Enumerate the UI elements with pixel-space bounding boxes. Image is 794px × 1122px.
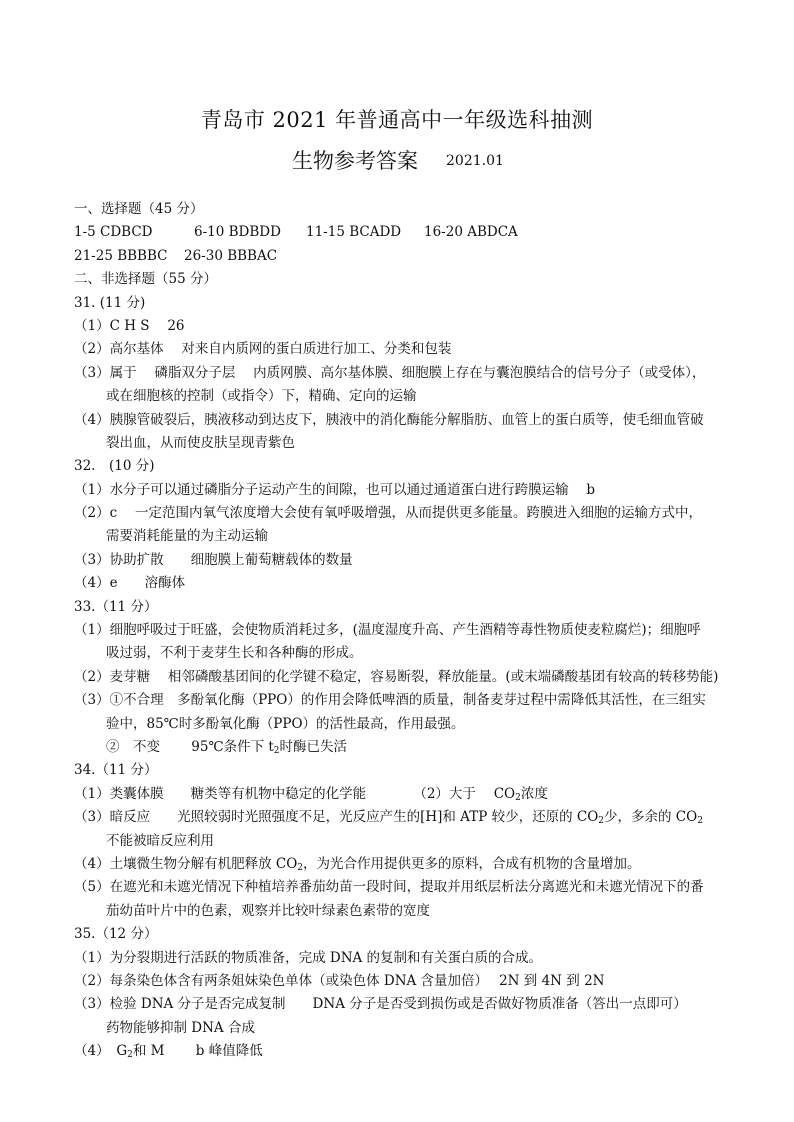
q33-answer-1-cont: 吸过弱，不利于麦芽生长和各种酶的形成。 <box>106 645 363 662</box>
q33-answer-1: （1）细胞呼吸过于旺盛，会使物质消耗过多，(温度湿度升高、产生酒精等毒性物质使麦粒腐烂)；细胞呼 <box>74 622 701 639</box>
q33-answer-3: （3）①不合理 多酚氧化酶（PPO）的作用会降低啤酒的质量，制备麦芽过程中需降低其活性，在三组实 <box>74 692 706 709</box>
q34-answer-4 <box>74 853 734 876</box>
choice-answer-group: 26-30 BBBAC <box>184 247 278 264</box>
subscript: 2 <box>697 816 703 827</box>
q32-answer-4: （4）e 溶酶体 <box>74 575 186 592</box>
text-part: （4）土壤微生物分解有机肥释放 CO <box>74 855 298 872</box>
q31-answer-2: （2）高尔基体 对来自内质网的蛋白质进行加工、分类和包装 <box>74 341 452 358</box>
q32-answer-2-cont: 需要消耗能量的为主动运输 <box>106 528 268 545</box>
q31-answer-4: （4）胰腺管破裂后，胰液移动到达皮下，胰液中的消化酶能分解脂肪、血管上的蛋白质等，使毛细血管破 <box>74 411 704 428</box>
answer-date: 2021.01 <box>446 153 504 169</box>
q35-answer-2: （2）每条染色体含有两条姐妹染色单体（或染色体 DNA 含量加倍） 2N 到 4N 到 2N <box>74 972 605 989</box>
page-title: 青岛市 2021 年普通高中一年级选科抽测 <box>200 108 594 132</box>
choice-answers-row-1 <box>74 221 734 244</box>
q32-answer-1: （1）水分子可以通过磷脂分子运动产生的间隙，也可以通过通道蛋白进行跨膜运输 b <box>74 481 596 498</box>
text-part: ② 不变 95℃条件下 t <box>106 738 274 755</box>
q31-answer-1: （1）C H S 26 <box>74 317 185 334</box>
choice-answer-group: 6-10 BDBDD <box>194 224 281 241</box>
subscript: 2 <box>127 1050 133 1061</box>
question-32-heading: 32. (10 分) <box>74 458 155 475</box>
q34-answer-3 <box>74 806 734 829</box>
choice-answer-group: 11-15 BCADD <box>306 224 402 241</box>
q32-answer-3: （3）协助扩散 细胞膜上葡萄糖载体的数量 <box>74 551 353 568</box>
q34-answer-5: （5）在遮光和未遮光情况下种植培养番茄幼苗一段时间，提取并用纸层析法分离遮光和未遮光情况下的番 <box>74 879 704 896</box>
choice-answers-row-2 <box>74 245 734 268</box>
choice-answer-group: 16-20 ABDCA <box>424 224 518 241</box>
text-part: 时酶已失活 <box>279 738 348 755</box>
q32-answer-2: （2）c 一定范围内氧气浓度增大会使有氧呼吸增强，从而提供更多能量。跨膜进入细胞的运输方式中， <box>74 505 702 522</box>
q31-answer-4-cont: 裂出血，从而使皮肤呈现青紫色 <box>106 434 295 451</box>
choice-answer-group: 21-25 BBBBC <box>74 247 168 264</box>
q34-answer-1-2 <box>74 783 734 806</box>
question-33-heading: 33.（11 分） <box>74 598 158 615</box>
text-part: 浓度 <box>520 785 548 802</box>
question-34-heading: 34.（11 分） <box>74 762 158 779</box>
text-part: （4） G <box>74 1043 128 1060</box>
page-subtitle <box>292 145 504 175</box>
subscript: 2 <box>297 862 304 873</box>
q34-answer-5-cont: 茄幼苗叶片中的色素，观察并比较叶绿素色素带的宽度 <box>106 902 430 919</box>
subscript: 2 <box>515 792 521 803</box>
choice-answer-group: 1-5 CDBCD <box>74 224 153 241</box>
q35-answer-4 <box>74 1040 734 1063</box>
q35-answer-3: （3）检验 DNA 分子是否完成复制 DNA 分子是否受到损伤或是否做好物质准备（答出一点即可） <box>74 996 687 1013</box>
text-part: （3）暗反应 光照较弱时光照强度不足，光反应产生的[H]和 ATP 较少，还原的 CO <box>74 809 599 826</box>
text-part: 和 M b 峰值降低 <box>132 1043 263 1060</box>
q33-answer-3-part2 <box>74 736 734 759</box>
q33-answer-3-cont: 验中，85℃时多酚氧化酶（PPO）的活性最高，作用最强。 <box>106 715 465 732</box>
q33-answer-2: （2）麦芽糖 相邻磷酸基团间的化学键不稳定，容易断裂，释放能量。(或末端磷酸基团有较高的转移势能) <box>74 668 719 685</box>
answer-body <box>74 198 734 1063</box>
subtitle-text: 生物参考答案 <box>292 149 418 173</box>
subscript: 2 <box>598 816 604 827</box>
text-part: ，为光合作用提供更多的原料，合成有机物的含量增加。 <box>303 855 641 872</box>
section2-heading: 二、非选择题（55 分） <box>74 271 217 288</box>
text-part: 少，多余的 CO <box>604 809 698 826</box>
section1-heading: 一、选择题（45 分） <box>74 201 204 217</box>
question-31-heading: 31. (11 分) <box>74 294 146 311</box>
q31-answer-3: （3）属于 磷脂双分子层 内质网膜、高尔基体膜、细胞膜上存在与囊泡膜结合的信号分子（或受体）， <box>74 364 706 381</box>
q35-answer-1: （1）为分裂期进行活跃的物质准备，完成 DNA 的复制和有关蛋白质的合成。 <box>74 949 543 966</box>
subscript: 2 <box>273 745 280 756</box>
text-part: （1）类囊体膜 糖类等有机物中稳定的化学能 （2）大于 CO <box>74 785 516 802</box>
q31-answer-3-cont: 或在细胞核的控制（或指令）下，精确、定向的运输 <box>106 388 417 405</box>
q35-answer-3-cont: 药物能够抑制 DNA 合成 <box>106 1019 255 1036</box>
q34-answer-3-cont: 不能被暗反应利用 <box>106 832 214 849</box>
question-35-heading: 35.（12 分） <box>74 926 158 943</box>
